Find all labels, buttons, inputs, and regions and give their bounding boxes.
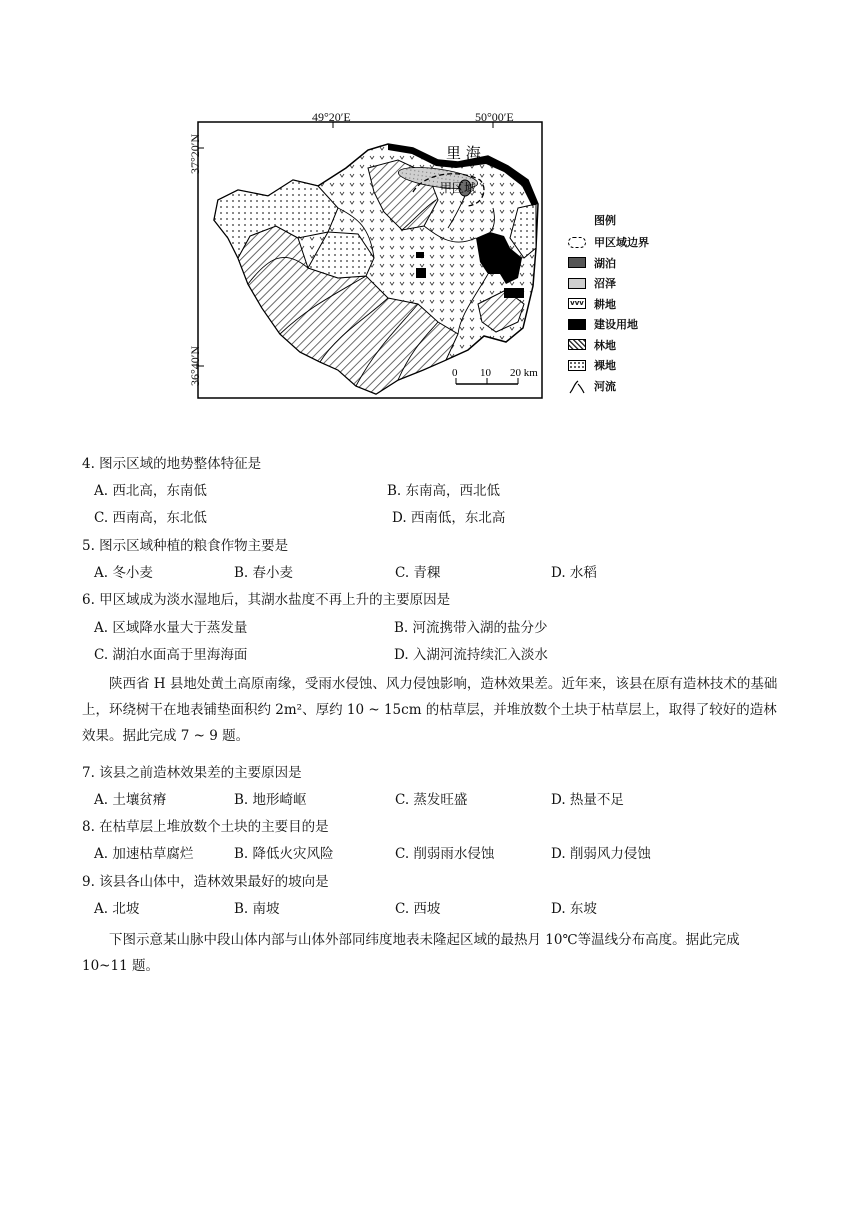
passage-mountain-isotherm: 下图示意某山脉中段山体内部与山体外部同纬度地表未隆起区域的最热月 10℃等温线分布高度。据此完成 10~11 题。: [82, 932, 740, 974]
legend-item-marsh: 沼泽: [568, 273, 649, 294]
q4-option-a[interactable]: A. 西北高，东南低: [94, 483, 207, 499]
question-6-stem: 6. 甲区域成为淡水湿地后，其湖水盐度不再上升的主要原因是: [82, 592, 451, 608]
question-9-stem: 9. 该县各山体中，造林效果最好的坡向是: [82, 874, 329, 890]
q5-option-b[interactable]: B. 春小麦: [234, 565, 294, 581]
legend-item-lake: 湖泊: [568, 253, 649, 274]
region-label: 甲区域: [440, 181, 477, 195]
q6-option-a[interactable]: A. 区域降水量大于蒸发量: [94, 620, 248, 636]
q8-option-a[interactable]: A. 加速枯草腐烂: [94, 846, 194, 862]
question-5-stem: 5. 图示区域种植的粮食作物主要是: [82, 538, 289, 554]
q4-option-d[interactable]: D. 西南低，东北高: [392, 510, 506, 526]
scale-tick-10: 10: [480, 367, 491, 379]
question-4-stem: 4. 图示区域的地势整体特征是: [82, 456, 262, 472]
question-7-stem: 7. 该县之前造林效果差的主要原因是: [82, 765, 302, 781]
q9-option-d[interactable]: D. 东坡: [551, 901, 597, 917]
bareland-swatch: [568, 360, 586, 371]
q7-option-c[interactable]: C. 蒸发旺盛: [395, 792, 468, 808]
q9-option-b[interactable]: B. 南坡: [234, 901, 280, 917]
q5-option-d[interactable]: D. 水稻: [551, 565, 597, 581]
q8-option-d[interactable]: D. 削弱风力侵蚀: [551, 846, 651, 862]
legend-item-boundary: 甲区域边界: [568, 232, 649, 253]
q7-option-b[interactable]: B. 地形崎岖: [234, 792, 307, 808]
lon-label-2: 50°00′E: [475, 110, 514, 124]
legend-item-forest: 林地: [568, 335, 649, 356]
q9-option-a[interactable]: A. 北坡: [94, 901, 140, 917]
lat-label-1: 37°20′N: [188, 133, 202, 174]
q6-option-c[interactable]: C. 湖泊水面高于里海海面: [94, 647, 248, 663]
q6-option-d[interactable]: D. 入湖河流持续汇入淡水: [394, 647, 548, 663]
marsh-swatch: [568, 278, 586, 289]
q5-option-c[interactable]: C. 青稞: [395, 565, 441, 581]
legend-item-farmland: vvv 耕地: [568, 294, 649, 315]
dashed-boundary-icon: [568, 237, 586, 248]
passage-h-county: 陕西省 H 县地处黄土高原南缘，受雨水侵蚀、风力侵蚀影响，造林效果差。近年来，该县在原有造林技术的基础上，环绕树干在地表铺垫面积约 2m²、厚约 10 ~ 15cm 的枯草层，并堆放数个土块于枯草层上，取得了较好的造林效果。据此完成 7 ~ 9 题。: [82, 676, 778, 744]
q7-option-a[interactable]: A. 土壤贫瘠: [94, 792, 167, 808]
q9-option-c[interactable]: C. 西坡: [395, 901, 441, 917]
q8-option-b[interactable]: B. 降低火灾风险: [234, 846, 334, 862]
question-8-stem: 8. 在枯草层上堆放数个土块的主要目的是: [82, 819, 329, 835]
scale-tick-0: 0: [452, 367, 458, 379]
legend-item-river: 河流: [568, 376, 649, 397]
legend-item-builtup: 建设用地: [568, 314, 649, 335]
sea-label: 里 海: [446, 144, 481, 162]
q4-option-c[interactable]: C. 西南高，东北低: [94, 510, 207, 526]
lat-label-2: 36°40′N: [188, 345, 202, 386]
q5-option-a[interactable]: A. 冬小麦: [94, 565, 153, 581]
river-icon: [568, 380, 586, 391]
legend-title: 图例: [594, 214, 616, 227]
builtup-swatch: [568, 319, 586, 330]
lake-swatch: [568, 257, 586, 268]
q6-option-b[interactable]: B. 河流携带入湖的盐分少: [394, 620, 548, 636]
q7-option-d[interactable]: D. 热量不足: [551, 792, 624, 808]
forest-swatch: [568, 339, 586, 350]
scale-tick-20: 20 km: [510, 367, 538, 379]
map-legend: [568, 212, 649, 396]
legend-item-bareland: 裸地: [568, 355, 649, 376]
q4-option-b[interactable]: B. 东南高，西北低: [387, 483, 501, 499]
lon-label-1: 49°20′E: [312, 110, 351, 124]
farmland-swatch: vvv: [568, 298, 586, 309]
q8-option-c[interactable]: C. 削弱雨水侵蚀: [395, 846, 495, 862]
